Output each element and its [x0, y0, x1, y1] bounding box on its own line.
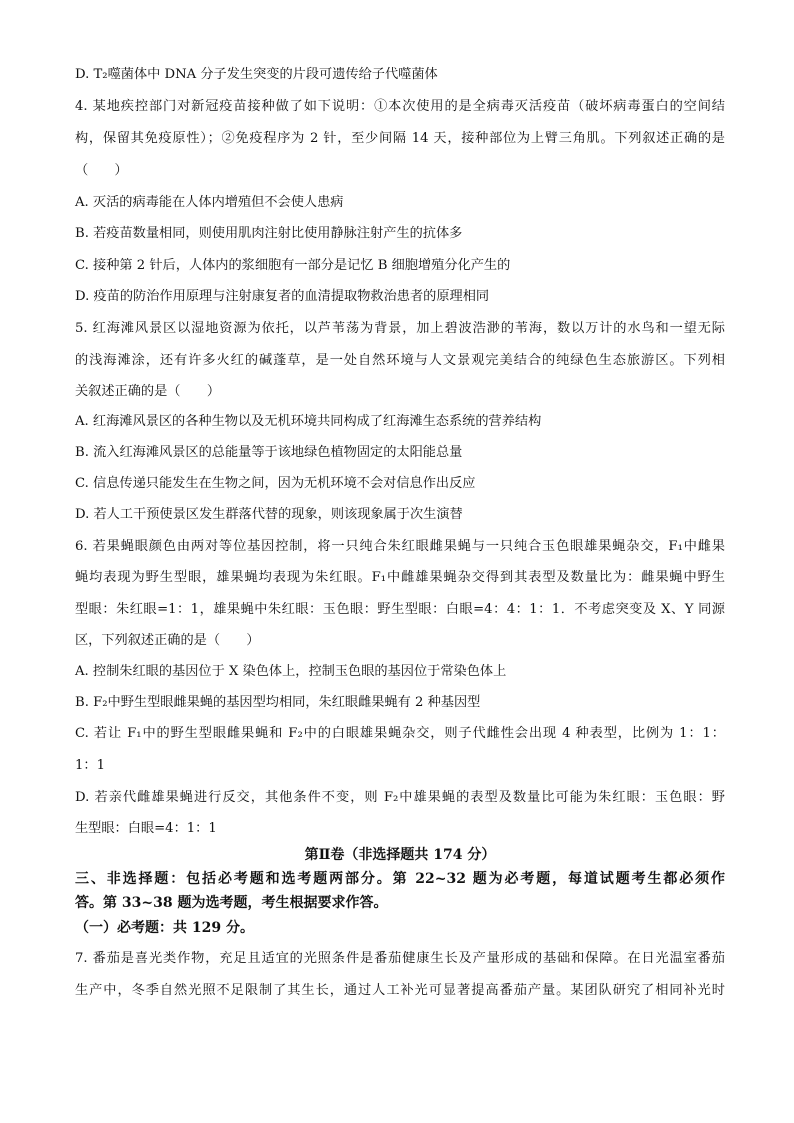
option-6a: A. 控制朱红眼的基因位于 X 染色体上，控制玉色眼的基因位于常染色体上	[75, 664, 507, 679]
option-5d: D. 若人工干预使景区发生群落代替的现象，则该现象属于次生演替	[75, 507, 463, 522]
required-questions-heading: （一）必考题：共 129 分。	[75, 920, 254, 936]
question-6-stem-line-4: 区，下列叙述正确的是（ ）	[75, 633, 260, 648]
option-5b: B. 流入红海滩风景区的总能量等于该地绿色植物固定的太阳能总量	[75, 445, 463, 460]
option-6b: B. F₂中野生型眼雌果蝇的基因型均相同，朱红眼雌果蝇有 2 种基因型	[75, 695, 481, 710]
question-4-answer-blank: （ ）	[75, 163, 128, 178]
question-7-stem-line-1: 7. 番茄是喜光类作物，充足且适宜的光照条件是番茄健康生长及产量形成的基础和保障。在日光温室番茄	[75, 951, 725, 966]
option-6d-line-2: 生型眼：白眼=4：1：1	[75, 821, 217, 836]
option-5c: C. 信息传递只能发生在生物之间，因为无机环境不会对信息作出反应	[75, 476, 476, 491]
question-7-stem-line-2: 生产中，冬季自然光照不足限制了其生长，通过人工补光可显著提高番茄产量。某团队研究了相同补光时	[75, 983, 725, 998]
question-6-stem-line-2: 蝇均表现为野生型眼，雄果蝇均表现为朱红眼。F₁中雌雄果蝇杂交得到其表型及数量比为：雌果蝇中野生	[75, 570, 725, 585]
option-4d: D. 疫苗的防治作用原理与注射康复者的血清提取物救治患者的原理相同	[75, 289, 490, 304]
question-5-stem-line-3: 关叙述正确的是（ ）	[75, 384, 221, 399]
section-2-heading: 第Ⅱ卷（非选择题共 174 分）	[304, 847, 496, 863]
option-3d: D. T₂噬菌体中 DNA 分子发生突变的片段可遗传给子代噬菌体	[75, 67, 438, 82]
option-4a: A. 灭活的病毒能在人体内增殖但不会使人患病	[75, 195, 344, 210]
option-4b: B. 若疫苗数量相同，则使用肌肉注射比使用静脉注射产生的抗体多	[75, 226, 463, 241]
section-3-instructions-line-2: 答。第 33~38 题为选考题，考生根据要求作答。	[75, 895, 388, 911]
question-5-stem-line-1: 5. 红海滩风景区以湿地资源为依托，以芦苇荡为背景，加上碧波浩渺的苇海，数以万计的水鸟和一望无际	[75, 321, 725, 336]
question-4-stem-line-2: 构，保留其免疫原性）；②免疫程序为 2 针，至少间隔 14 天，接种部位为上臂三角肌。下列叙述正确的是	[75, 131, 725, 146]
option-4c: C. 接种第 2 针后，人体内的浆细胞有一部分是记忆 B 细胞增殖分化产生的	[75, 258, 511, 273]
option-6c-line-2: 1：1	[75, 758, 105, 773]
question-5-stem-line-2: 的浅海滩涂，还有许多火红的碱蓬草，是一处自然环境与人文景观完美结合的纯绿色生态旅游区。下列相	[75, 353, 725, 368]
option-5a: A. 红海滩风景区的各种生物以及无机环境共同构成了红海滩生态系统的营养结构	[75, 414, 542, 429]
question-6-stem-line-3: 型眼：朱红眼=1：1，雄果蝇中朱红眼：玉色眼：野生型眼：白眼=4：4：1：1．不考虑突变及 X、Y 同源	[75, 602, 725, 617]
section-3-instructions-line-1: 三、非选择题：包括必考题和选考题两部分。第 22~32 题为必考题，每道试题考生都必须作	[75, 871, 725, 887]
question-4-stem-line-1: 4. 某地疾控部门对新冠疫苗接种做了如下说明：①本次使用的是全病毒灭活疫苗（破坏病毒蛋白的空间结	[75, 99, 725, 114]
question-6-stem-line-1: 6. 若果蝇眼颜色由两对等位基因控制，将一只纯合朱红眼雌果蝇与一只纯合玉色眼雄果蝇杂交，F₁中雌果	[75, 539, 725, 554]
option-6d-line-1: D. 若亲代雌雄果蝇进行反交，其他条件不变，则 F₂中雄果蝇的表型及数量比可能为朱红眼：玉色眼：野	[75, 790, 725, 805]
option-6c-line-1: C. 若让 F₁中的野生型眼雌果蝇和 F₂中的白眼雄果蝇杂交，则子代雌性会出现 4 种表型，比例为 1：1：	[75, 726, 725, 741]
